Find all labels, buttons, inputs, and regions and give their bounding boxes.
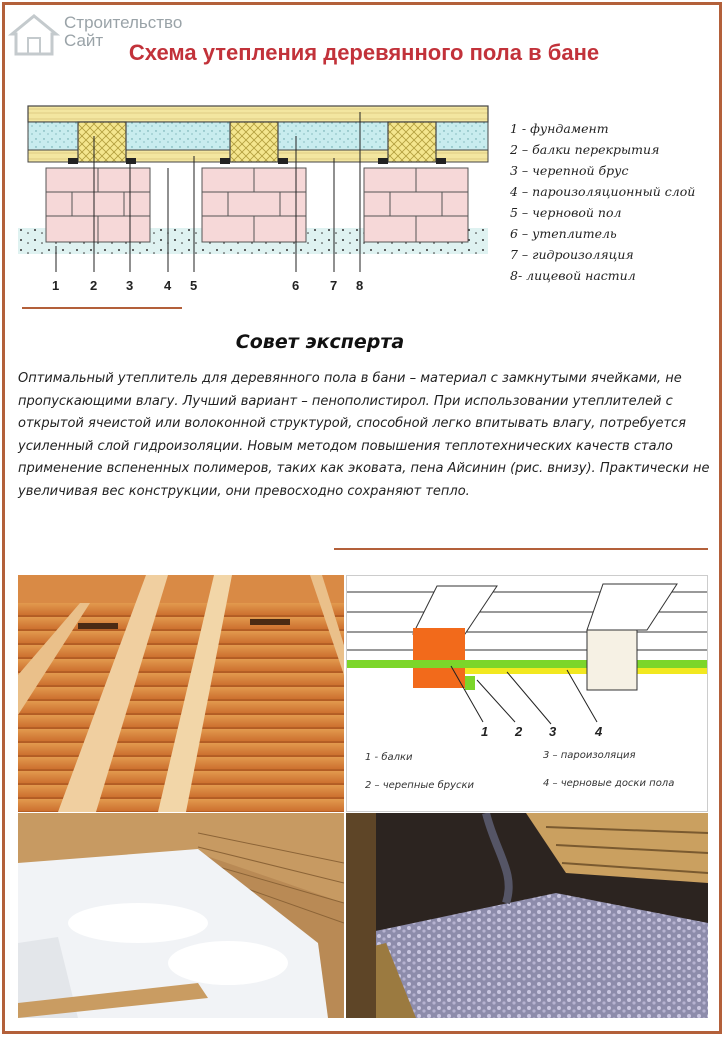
legend-item: 3 – черепной брус	[510, 163, 629, 178]
cranial-bar	[436, 158, 446, 164]
fig2-caption-2: 2 – черепные бруски	[365, 780, 475, 791]
callout-number-6: 6	[292, 278, 300, 293]
logo-text-line2: Сайт	[64, 31, 104, 50]
callout-number-4: 4	[164, 278, 172, 293]
fig2-number-4: 4	[595, 724, 603, 739]
page-title: Схема утепления деревянного пола в бане	[128, 40, 600, 65]
divider-bottom	[334, 548, 708, 550]
cranial-bar	[220, 158, 230, 164]
legend-item: 8- лицевой настил	[510, 268, 636, 283]
legend-item: 2 – балки перекрытия	[510, 142, 660, 157]
expert-advice-title: Совет эксперта	[235, 331, 405, 353]
cranial-bar	[68, 158, 78, 164]
foundation-pier	[364, 168, 468, 242]
fig2-caption-1: 1 - балки	[365, 752, 413, 763]
beam-schematic-figure	[346, 575, 708, 812]
callout-number-5: 5	[190, 278, 198, 293]
expert-advice-text: Оптимальный утеплитель для деревянного пола в бани – материал с замкнутыми ячейками, не пропускающими влагу. Лучший вариант – пенополистирол. При использовании утеплителей с открытой ячеистой или волоконной структурой, способной легко впитывать влагу, потребуется усиленный слой гидроизоляции. Новым методом повышения теплотехнических качеств стало применение вспененных полимеров, таких как эковата, пена Айсинин (рис. внизу). Практически не увеличивая вес конструкции, они превосходно сохраняют тепло.	[18, 371, 710, 499]
floor-section-diagram	[18, 96, 498, 296]
legend-item: 1 - фундамент	[510, 121, 609, 136]
beam	[78, 122, 126, 162]
callout-number-2: 2	[90, 278, 98, 293]
fig2-number-3: 3	[549, 724, 557, 739]
cranial-bar	[378, 158, 388, 164]
fig2-caption-3: 3 – пароизоляция	[543, 750, 636, 761]
logo-text-line1: Строительство	[64, 13, 183, 32]
callout-number-7: 7	[330, 278, 338, 293]
fig2-number-1: 1	[481, 724, 489, 739]
cranial-bar	[126, 158, 136, 164]
callout-number-8: 8	[356, 278, 364, 293]
legend-item: 4 – пароизоляционный слой	[510, 184, 696, 199]
vapor-barrier-green	[347, 660, 708, 668]
callout-number-1: 1	[52, 278, 60, 293]
legend-item: 7 – гидроизоляция	[510, 247, 634, 262]
beam	[388, 122, 436, 162]
legend-item: 5 – черновой пол	[510, 205, 622, 220]
cranial-bar	[278, 158, 288, 164]
photo-insulation-white	[18, 813, 344, 1018]
insulation-white-image	[18, 813, 344, 1018]
fig2-number-2: 2	[515, 724, 523, 739]
beam-schematic-drawing	[347, 576, 708, 812]
foundation-pier	[202, 168, 306, 242]
insulation-blown-image	[346, 813, 708, 1018]
face-board	[28, 106, 488, 122]
photo-insulation-blown	[346, 813, 708, 1018]
divider-top	[22, 307, 182, 309]
beam	[230, 122, 278, 162]
photo-floor-joists	[18, 575, 344, 812]
callout-number-3: 3	[126, 278, 134, 293]
fig2-caption-4: 4 – черновые доски пола	[543, 778, 675, 789]
beam-orange	[413, 628, 465, 688]
diagram-legend	[510, 118, 695, 286]
foundation-pier	[46, 168, 150, 242]
floor-joists-image	[18, 575, 344, 812]
legend-item: 6 – утеплитель	[510, 226, 617, 241]
